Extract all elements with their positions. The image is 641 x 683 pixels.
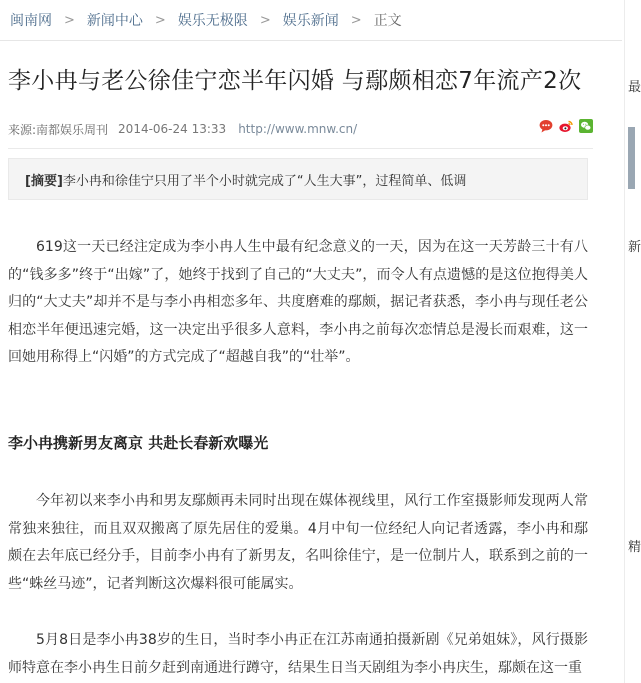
sidebar-divider [624,0,625,683]
article-paragraph-2: 今年初以来李小冉和男友鄢颇再未同时出现在媒体视线里，风行工作室摄影师发现两人常常独来独往，而且双双搬离了原先居住的爱巢。4月中旬一位经纪人向记者透露，李小冉和鄢颇在去年底已经分手，目前李小冉有了新男友，名叫徐佳宁，是一位制片人，联系到之前的一些“蛛丝马迹”，记者判断这次爆料很可能属实。 [8,493,588,592]
share-bar [539,119,593,133]
sidebar-heading-fragment: 精 [628,540,641,555]
source-url-link[interactable]: http://www.mnw.cn/ [238,122,358,136]
summary-text: 李小冉和徐佳宁只用了半个小时就完成了“人生大事”，过程简单、低调 [62,173,467,189]
breadcrumb-home-link[interactable]: 闽南网 [10,13,52,29]
breadcrumb-separator: > [154,12,166,28]
breadcrumb-current: 正文 [373,13,402,29]
article-title: 李小冉与老公徐佳宁恋半年闪婚 与鄢颇相恋7年流产2次 [8,68,582,94]
article-paragraph-1: 619这一天已经注定成为李小冉人生中最有纪念意义的一天，因为在这一天芳龄三十有八的“钱多多”终于“出嫁”了，她终于找到了自己的“大丈夫”，而令人有点遗憾的是这位抱得美人归的“大丈夫”却并不是与李小冉相恋多年、共度磨难的鄢颇，据记者获悉，李小冉与现任老公相恋半年便迅速完婚，这一决定出乎很多人意料，李小冉之前每次恋情总是漫长而艰难，这一回她用称得上“闪婚”的方式完成了“超越自我”的“壮举”。 [8,239,588,365]
sidebar-heading-fragment: 新 [628,240,641,255]
breadcrumb-separator: > [259,12,271,28]
wechat-icon[interactable] [579,119,593,133]
meta-divider [8,148,593,149]
sidebar-thumbnail[interactable] [628,127,635,189]
sidebar-heading-fragment: 最 [628,80,641,95]
breadcrumb-news-center-link[interactable]: 新闻中心 [86,13,143,29]
article-date: 2014-06-24 13:33 [118,122,227,136]
breadcrumb-divider [0,40,622,41]
article-meta [8,119,593,139]
article-paragraph-3: 5月8日是李小冉38岁的生日，当时李小冉正在江苏南通拍摄新剧《兄弟姐妹》，风行摄影师特意在李小冉生日前夕赶到南通进行蹲守，结果生日当天剧组为李小冉庆生，鄢颇在这一重 [8,632,588,676]
breadcrumb-entertainment-link[interactable]: 娱乐无极限 [177,13,248,29]
breadcrumb-separator: > [350,12,362,28]
breadcrumb-entertainment-news-link[interactable]: 娱乐新闻 [282,13,339,29]
summary-tag: [摘要] [25,173,63,189]
article-source: 来源:南都娱乐周刊 [8,122,109,137]
breadcrumb [10,0,610,40]
breadcrumb-separator: > [64,12,75,28]
comment-icon[interactable] [539,119,553,133]
article-subheading: 李小冉携新男友离京 共赴长春新欢曝光 [8,434,269,452]
right-sidebar [624,0,641,683]
weibo-icon[interactable] [559,119,573,133]
article-summary [8,158,588,200]
